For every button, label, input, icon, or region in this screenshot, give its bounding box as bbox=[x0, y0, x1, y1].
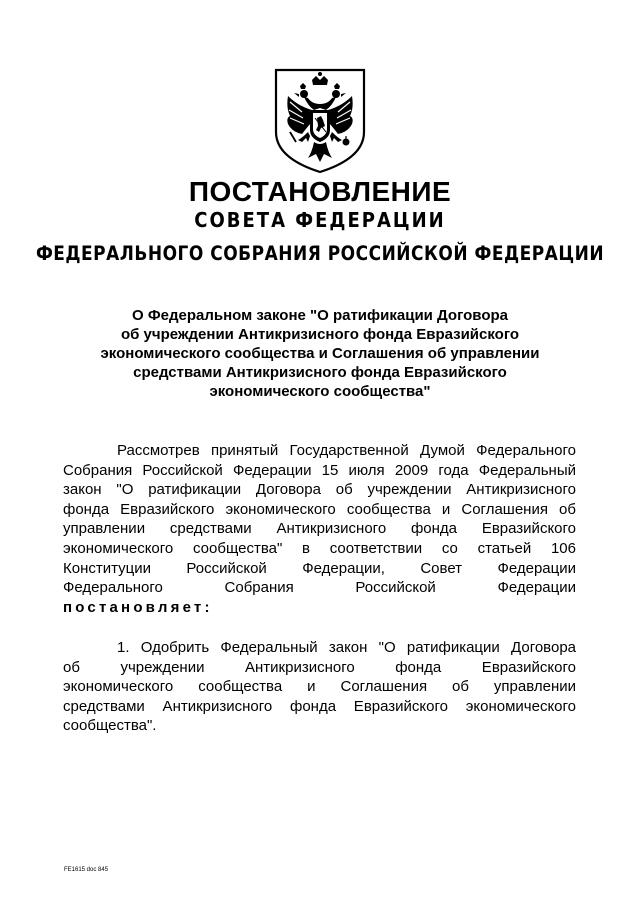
decision-paragraph bbox=[63, 638, 576, 736]
resolution-word: постановляет: bbox=[63, 598, 213, 616]
paragraph-line: сообщества". bbox=[63, 717, 157, 735]
issuer-line-2: ФЕДЕРАЛЬНОГО СОБРАНИЯ РОССИЙСКОЙ ФЕДЕРАЦИИ bbox=[35, 242, 605, 266]
paragraph-line: экономического сообщества и Соглашения об управлении bbox=[63, 678, 576, 696]
paragraph-line: Федерального Собрания Российской Федерации bbox=[63, 579, 576, 597]
paragraph-line: Рассмотрев принятый Государственной Думой Федерального bbox=[117, 442, 576, 459]
paragraph-line: Конституции Российской Федерации, Совет Федерации bbox=[63, 559, 576, 577]
paragraph-line: управлении средствами Антикризисного фонда Евразийского bbox=[63, 520, 576, 538]
paragraph-line: экономического сообщества" в соответствии со статьей 106 bbox=[63, 539, 576, 557]
subject-line: экономического сообщества и Соглашения об управлении bbox=[100, 345, 540, 362]
paragraph-line: фонда Евразийского экономического сообщества и Соглашения об bbox=[63, 500, 576, 518]
paragraph-line: Собрания Российской Федерации 15 июля 2009 года Федеральный bbox=[63, 461, 576, 479]
paragraph-line: об учреждении Антикризисного фонда Евразийского bbox=[63, 658, 576, 676]
issuer-line-1: СОВЕТА ФЕДЕРАЦИИ bbox=[194, 208, 446, 233]
paragraph-line: закон "О ратификации Договора об учреждении Антикризисного bbox=[63, 481, 576, 499]
subject-line: средствами Антикризисного фонда Евразийского bbox=[133, 364, 507, 381]
document-title: ПОСТАНОВЛЕНИЕ bbox=[188, 176, 452, 207]
paragraph-line: средствами Антикризисного фонда Евразийского экономического bbox=[63, 697, 576, 715]
subject-line: экономического сообщества" bbox=[209, 383, 431, 400]
subject-line: О Федеральном законе "О ратификации Договора bbox=[131, 307, 508, 324]
paragraph-line: 1. Одобрить Федеральный закон "О ратификации Договора bbox=[117, 639, 576, 656]
preamble-paragraph bbox=[63, 441, 576, 617]
subject-line: об учреждении Антикризисного фонда Евразийского bbox=[120, 326, 520, 343]
document-code: FE1615 doc 845 bbox=[64, 867, 109, 873]
coat-of-arms-icon bbox=[272, 66, 368, 176]
resolution-subject bbox=[62, 306, 578, 401]
